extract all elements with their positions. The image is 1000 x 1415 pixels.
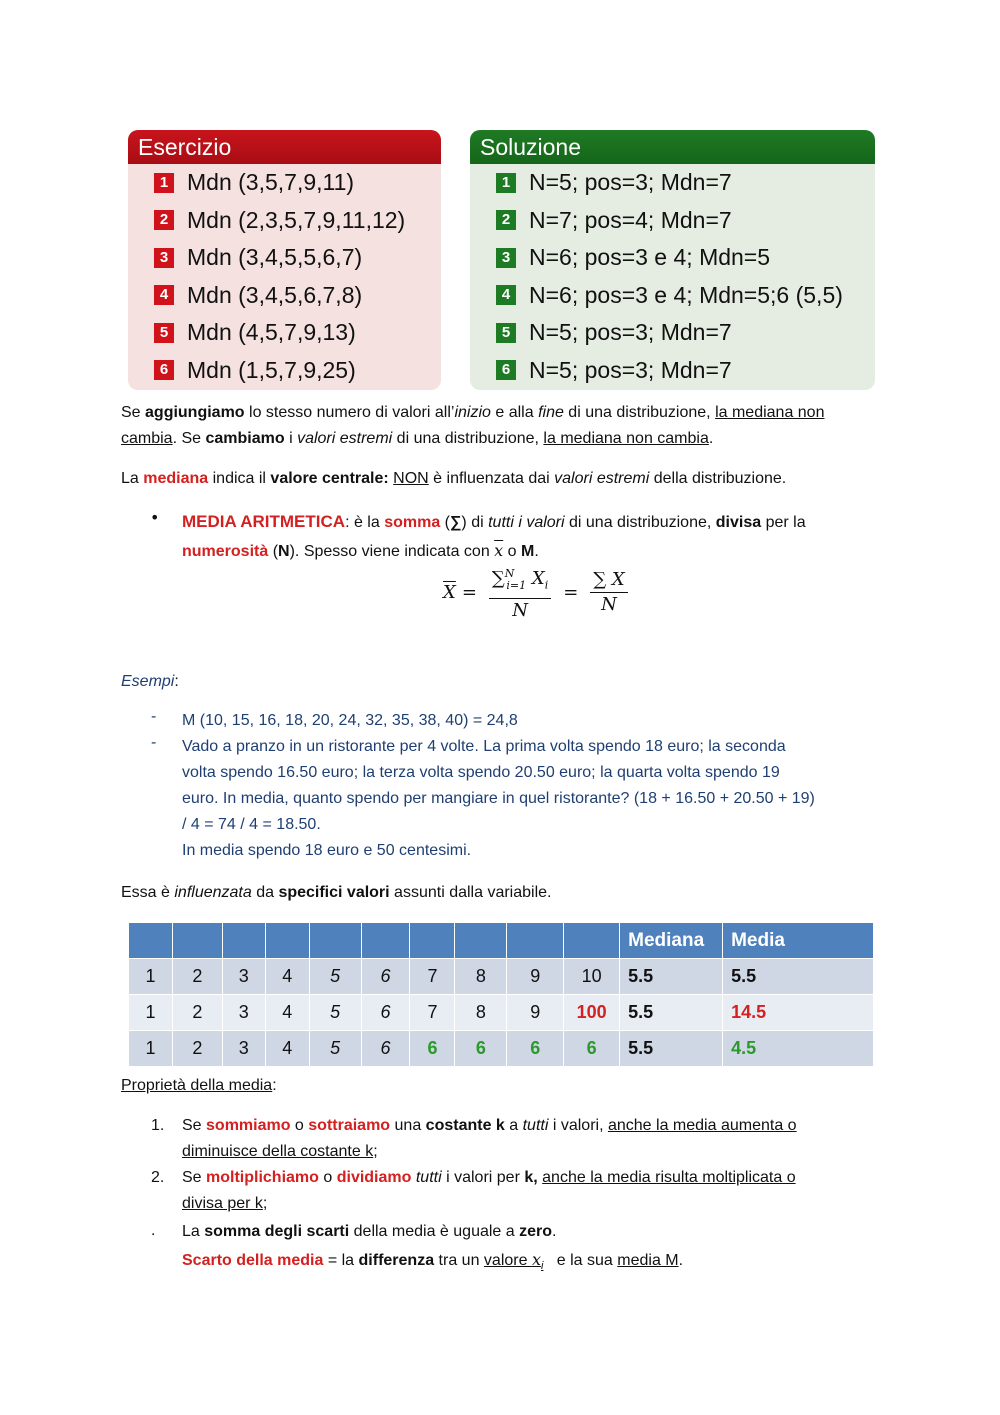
proprieta-2: Se moltiplichiamo o dividiamo tutti i valori per k, anche la media risulta moltiplicata o divisa per k; xyxy=(182,1169,796,1212)
solution-text: N=5; pos=3; Mdn=7 xyxy=(529,356,732,383)
solution-item xyxy=(470,314,875,352)
number-badge: 6 xyxy=(154,360,174,380)
number-badge: 4 xyxy=(154,285,174,305)
solution-item xyxy=(470,202,875,240)
table-row: 1 2 3 4 5 6 6 6 6 6 5.5 4.5 xyxy=(129,1031,874,1067)
proprieta-1: Se sommiamo o sottraiamo una costante k a tutti i valori, anche la media aumenta o diminuisce della costante k; xyxy=(182,1117,797,1160)
solution-item xyxy=(470,164,875,202)
exercise-text: Mdn (3,4,5,6,7,8) xyxy=(187,281,363,308)
paragraph-mediana-definition: La mediana indica il valore centrale: NON è influenzata dai valori estremi della distribuzione. xyxy=(121,470,787,487)
solution-text: N=5; pos=3; Mdn=7 xyxy=(529,169,732,196)
table-row: 1 2 3 4 5 6 7 8 9 100 5.5 14.5 xyxy=(129,995,874,1031)
table-header-row xyxy=(129,923,874,959)
exercise-item xyxy=(128,202,441,240)
number-badge: 6 xyxy=(496,360,516,380)
paragraph-influenzata: Essa è influenzata da specifici valori assunti dalla variabile. xyxy=(121,884,552,901)
number-badge: 1 xyxy=(154,173,174,193)
solution-list xyxy=(470,164,875,389)
list-number: 2. xyxy=(151,1169,165,1186)
proprieta-3: La somma degli scarti della media è uguale a zero. Scarto della media = la differenza tra un valore $x_i$ e la sua media M. xyxy=(182,1223,684,1273)
list-number: . xyxy=(151,1222,156,1239)
media-mediana-table xyxy=(128,922,874,1067)
esempio-1: M (10, 15, 16, 18, 20, 24, 32, 35, 38, 40) = 24,8 xyxy=(182,712,518,729)
number-badge: 4 xyxy=(496,285,516,305)
proprieta-heading: Proprietà della media: xyxy=(121,1077,277,1094)
number-badge: 5 xyxy=(496,323,516,343)
exercise-text: Mdn (3,4,5,5,6,7) xyxy=(187,244,363,271)
solution-item xyxy=(470,352,875,390)
number-badge: 1 xyxy=(496,173,516,193)
exercise-text: Mdn (3,5,7,9,11) xyxy=(187,169,355,196)
exercise-list xyxy=(128,164,441,389)
header-media: Media xyxy=(723,923,874,959)
number-badge: 3 xyxy=(154,248,174,268)
solution-item xyxy=(470,277,875,315)
number-badge: 5 xyxy=(154,323,174,343)
exercise-item xyxy=(128,352,441,390)
solution-text: N=6; pos=3 e 4; Mdn=5 xyxy=(529,244,771,271)
media-aritmetica-definition: MEDIA ARITMETICA: è la somma (∑) di tutti i valori di una distribuzione, divisa per la numerosità (N). Spesso viene indicata con $\overline{x}$ o M. xyxy=(182,512,806,560)
number-badge: 2 xyxy=(496,210,516,230)
paragraph-mediana-change: Se aggiungiamo lo stesso numero di valori all’inizio e alla fine di una distribuzione, la mediana non cambia. Se cambiamo i valori estremi di una distribuzione, la mediana non cambia. xyxy=(121,404,825,447)
exercise-box xyxy=(128,130,441,390)
solution-text: N=6; pos=3 e 4; Mdn=5;6 (5,5) xyxy=(529,281,843,308)
number-badge: 2 xyxy=(154,210,174,230)
exercise-text: Mdn (2,3,5,7,9,11,12) xyxy=(187,206,406,233)
exercise-text: Mdn (4,5,7,9,13) xyxy=(187,319,356,346)
header-mediana: Mediana xyxy=(620,923,723,959)
bullet-icon: • xyxy=(150,508,160,527)
list-number: 1. xyxy=(151,1117,165,1134)
exercise-item xyxy=(128,314,441,352)
exercise-text: Mdn (1,5,7,9,25) xyxy=(187,356,356,383)
esempio-2: Vado a pranzo in un ristorante per 4 volte. La prima volta spendo 18 euro; la seconda volta spendo 16.50 euro; la terza volta spendo 20.50 euro; la quarta volta spendo 19 euro. In media, quanto spendo per mangiare in quel ristorante? (18 + 16.50 + 20.50 + 19) / 4 = 74 / 4 = 18.50. In media spendo 18 euro e 50 centesimi. xyxy=(182,738,815,859)
dash-marker: - xyxy=(151,708,157,725)
exercise-item xyxy=(128,239,441,277)
media-formula: $\overline{X}$ = $\frac{\sum^N_{i=1} X_i}{N}$ = $\frac{\sum X}{N}$ xyxy=(443,562,634,623)
table-row: 1 2 3 4 5 6 7 8 9 10 5.5 5.5 xyxy=(129,959,874,995)
solution-item xyxy=(470,239,875,277)
solution-text: N=5; pos=3; Mdn=7 xyxy=(529,319,732,346)
esempi-heading: Esempi: xyxy=(121,673,179,690)
exercise-title: Esercizio xyxy=(128,130,441,164)
solution-box xyxy=(470,130,875,390)
number-badge: 3 xyxy=(496,248,516,268)
solution-text: N=7; pos=4; Mdn=7 xyxy=(529,206,732,233)
dash-marker: - xyxy=(151,734,157,751)
exercise-item xyxy=(128,277,441,315)
exercise-item xyxy=(128,164,441,202)
solution-title: Soluzione xyxy=(470,130,875,164)
